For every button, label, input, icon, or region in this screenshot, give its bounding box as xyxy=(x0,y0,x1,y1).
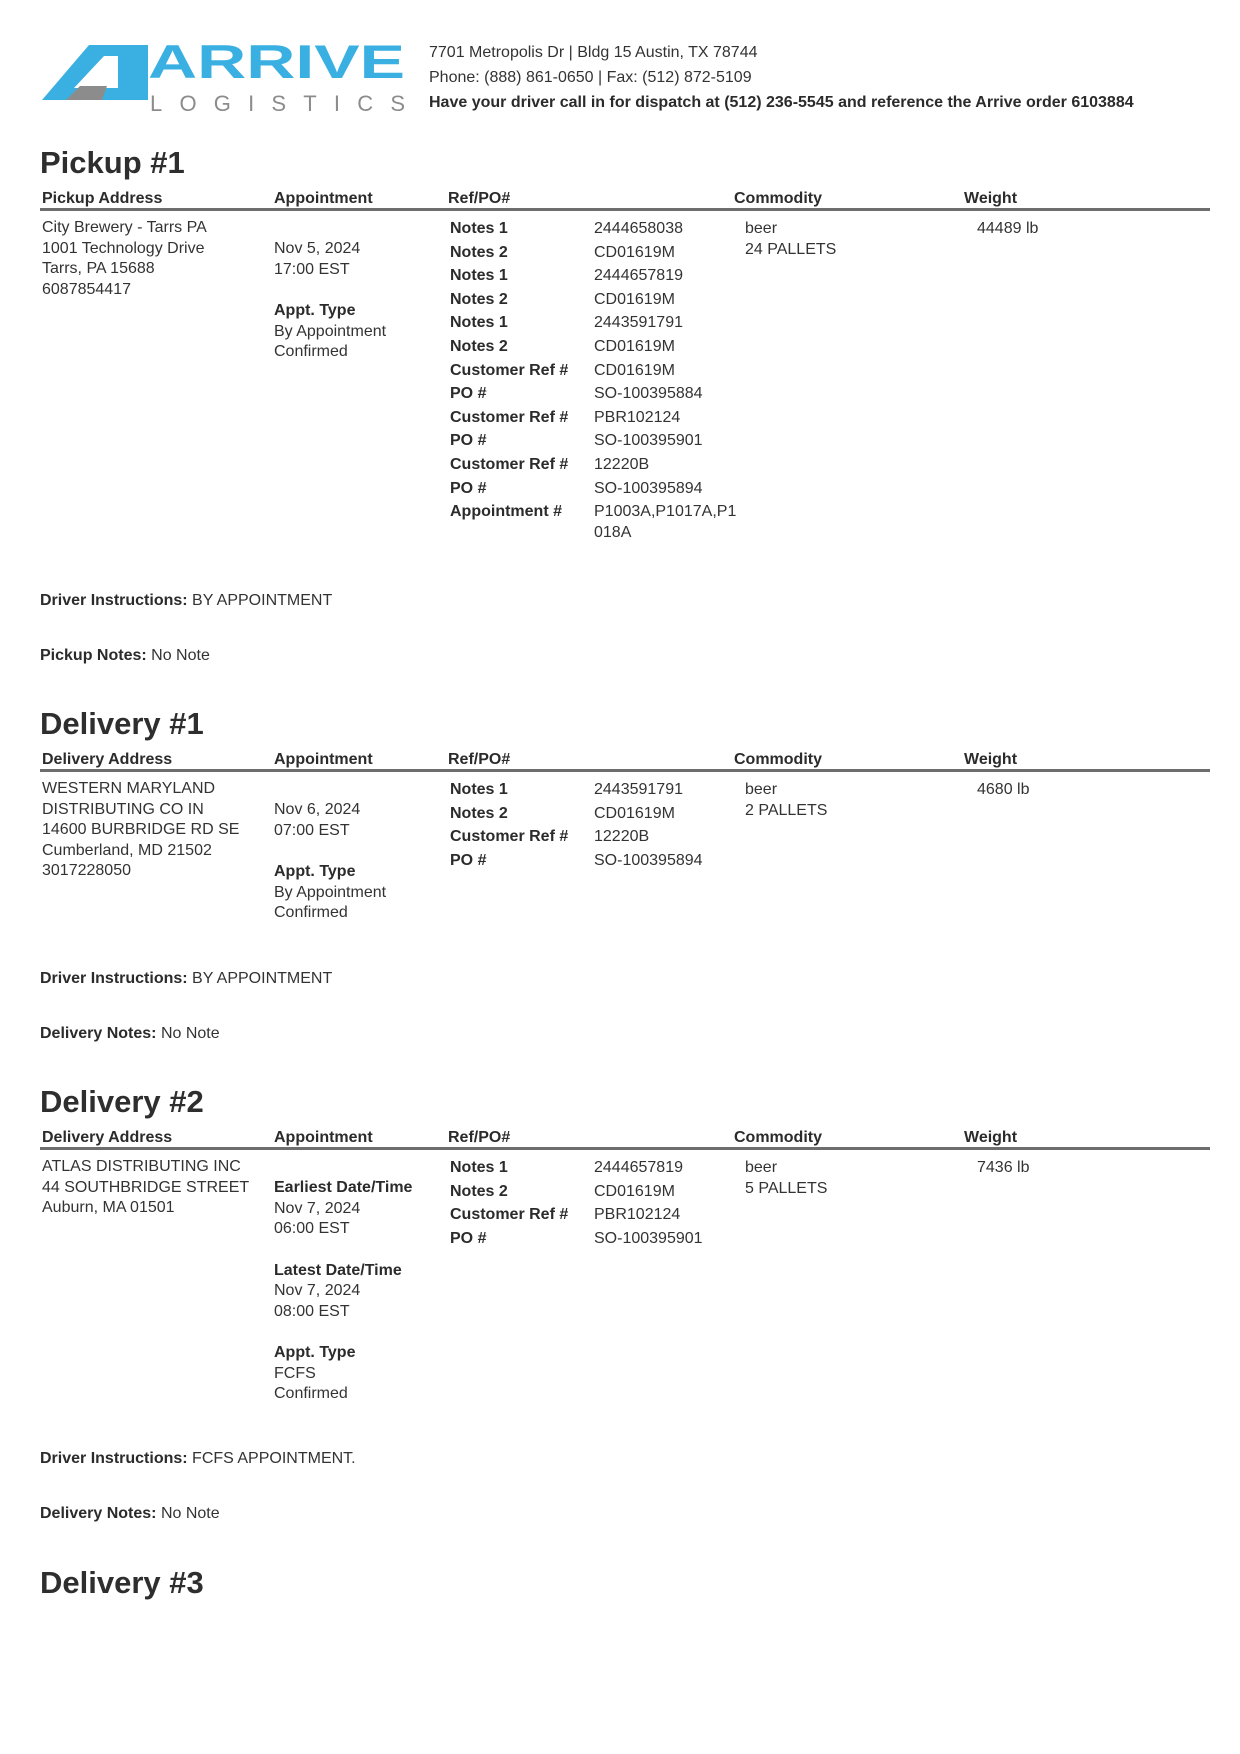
logo-wordmark-bottom: LOGISTICS xyxy=(150,91,405,115)
section-title: Delivery #1 xyxy=(40,706,204,741)
ref-value: 2443591791 xyxy=(594,314,683,332)
table-header xyxy=(40,750,1210,772)
address-line: 1001 Technology Drive xyxy=(42,239,205,257)
ref-label: PO # xyxy=(450,1229,487,1247)
ref-label: Notes 2 xyxy=(450,804,508,822)
ref-row xyxy=(450,361,750,385)
address-line: WESTERN MARYLAND xyxy=(42,780,216,797)
earliest-label: Earliest Date/Time xyxy=(274,1179,413,1196)
ref-label: Notes 1 xyxy=(450,314,508,332)
weight-value: 7436 lb xyxy=(977,1159,1030,1176)
appointment-date: Nov 6, 2024 xyxy=(274,801,361,818)
ref-value: 2444657819 xyxy=(594,267,683,285)
driver-instructions-value: FCFS APPOINTMENT. xyxy=(192,1450,356,1467)
address-line: 44 SOUTHBRIDGE STREET xyxy=(42,1178,250,1196)
ref-row xyxy=(450,1229,750,1253)
ref-label: Customer Ref # xyxy=(450,1206,569,1224)
ref-value: SO-100395894 xyxy=(594,479,703,497)
ref-value: CD01619M xyxy=(594,361,675,379)
pallet-count: 24 PALLETS xyxy=(745,240,837,258)
ref-label: Notes 1 xyxy=(450,220,508,237)
driver-instructions xyxy=(40,1450,356,1468)
ref-label: Notes 1 xyxy=(450,781,508,798)
ref-row xyxy=(450,431,750,455)
ref-po-list xyxy=(450,1158,750,1252)
ref-row xyxy=(450,804,750,828)
header-commodity: Commodity xyxy=(734,190,822,207)
appt-type-label: Appt. Type xyxy=(274,302,356,319)
pallet-count: 5 PALLETS xyxy=(745,1179,828,1197)
header-ref-po: Ref/PO# xyxy=(448,751,511,768)
company-phone: Phone: (888) 861-0650 | Fax: (512) 872-5109 xyxy=(429,69,752,86)
header-ref-po: Ref/PO# xyxy=(448,190,511,207)
ref-label: PO # xyxy=(450,432,487,450)
appointment-time: 17:00 EST xyxy=(274,260,350,278)
header-appointment: Appointment xyxy=(274,1129,373,1146)
ref-value: 12220B xyxy=(594,455,650,473)
ref-row xyxy=(450,851,750,875)
ref-row xyxy=(450,408,750,432)
document-header xyxy=(40,40,1210,120)
header-commodity: Commodity xyxy=(734,1129,822,1146)
appointment-info xyxy=(274,1178,434,1405)
ref-value: CD01619M xyxy=(594,1182,675,1200)
delivery-notes-label: Delivery Notes: xyxy=(40,1025,157,1042)
ref-row xyxy=(450,502,750,543)
appointment-time: 07:00 EST xyxy=(274,821,350,839)
weight-value: 4680 lb xyxy=(977,781,1030,798)
appointment-info xyxy=(274,800,434,924)
commodity-name: beer xyxy=(745,781,778,798)
appt-status: Confirmed xyxy=(274,1385,348,1402)
header-appointment: Appointment xyxy=(274,751,373,768)
appt-status: Confirmed xyxy=(274,343,348,360)
driver-instructions-value: BY APPOINTMENT xyxy=(192,592,333,609)
arrive-logistics-logo xyxy=(40,40,408,115)
ref-label: Notes 2 xyxy=(450,290,508,308)
ref-po-list xyxy=(450,219,750,543)
header-weight: Weight xyxy=(964,1129,1018,1146)
delivery-address xyxy=(42,779,267,882)
ref-label: Notes 2 xyxy=(450,1182,508,1200)
commodity-name: beer xyxy=(745,1159,778,1176)
appt-type-value: By Appointment xyxy=(274,883,387,901)
section-title: Pickup #1 xyxy=(40,145,185,180)
delivery-notes-value: No Note xyxy=(160,1505,220,1522)
appointment-date: Nov 5, 2024 xyxy=(274,240,361,257)
ref-value: P1003A,P1017A,P1018A xyxy=(594,503,737,541)
ref-label: Notes 2 xyxy=(450,243,508,261)
dispatch-instructions: Have your driver call in for dispatch at (512) 236-5545 and reference the Arrive order 6103884 xyxy=(429,94,1134,111)
driver-instructions xyxy=(40,592,332,610)
ref-label: PO # xyxy=(450,851,487,869)
ref-row xyxy=(450,337,750,361)
driver-instructions-label: Driver Instructions: xyxy=(40,970,188,987)
delivery-notes xyxy=(40,1025,220,1043)
header-appointment: Appointment xyxy=(274,190,373,207)
appt-type-label: Appt. Type xyxy=(274,863,356,880)
appt-type-label: Appt. Type xyxy=(274,1344,356,1361)
header-address: Delivery Address xyxy=(42,751,173,768)
section-title: Delivery #3 xyxy=(40,1565,204,1600)
pickup-notes-value: No Note xyxy=(151,647,210,664)
ref-row xyxy=(450,266,750,290)
header-ref-po: Ref/PO# xyxy=(448,1129,511,1146)
ref-value: PBR102124 xyxy=(594,1206,681,1224)
address-line: 14600 BURBRIDGE RD SE xyxy=(42,821,240,838)
ref-value: CD01619M xyxy=(594,804,675,822)
pickup-1-section xyxy=(40,145,1210,665)
ref-label: Notes 2 xyxy=(450,337,508,355)
ref-row xyxy=(450,290,750,314)
delivery-notes xyxy=(40,1505,220,1523)
delivery-1-section xyxy=(40,706,1210,1046)
delivery-notes-value: No Note xyxy=(160,1025,220,1042)
address-line: Cumberland, MD 21502 xyxy=(42,841,212,859)
ref-value: 2443591791 xyxy=(594,781,683,798)
earliest-time: 06:00 EST xyxy=(274,1220,350,1237)
company-address: 7701 Metropolis Dr | Bldg 15 Austin, TX 78744 xyxy=(429,44,758,61)
ref-value: CD01619M xyxy=(594,290,675,308)
ref-row xyxy=(450,313,750,337)
ref-row xyxy=(450,384,750,408)
ref-row xyxy=(450,780,750,804)
appt-status: Confirmed xyxy=(274,904,348,921)
appt-type-value: By Appointment xyxy=(274,322,387,340)
section-title: Delivery #2 xyxy=(40,1084,204,1119)
delivery-address xyxy=(42,1157,267,1219)
header-weight: Weight xyxy=(964,190,1018,207)
commodity-info xyxy=(745,219,945,260)
ref-row xyxy=(450,1158,750,1182)
ref-value: CD01619M xyxy=(594,243,675,261)
table-header xyxy=(40,1128,1210,1150)
ref-value: SO-100395884 xyxy=(594,385,703,403)
ref-label: Customer Ref # xyxy=(450,828,569,846)
ref-row xyxy=(450,827,750,851)
ref-row xyxy=(450,219,750,243)
address-phone: 3017228050 xyxy=(42,862,131,879)
pickup-notes xyxy=(40,647,210,665)
ref-label: Notes 1 xyxy=(450,267,508,285)
address-line: City Brewery - Tarrs PA xyxy=(42,219,207,236)
ref-row xyxy=(450,1205,750,1229)
header-address: Pickup Address xyxy=(42,190,163,207)
appointment-info xyxy=(274,239,434,363)
delivery-2-section xyxy=(40,1084,1210,1529)
header-weight: Weight xyxy=(964,751,1018,768)
ref-row xyxy=(450,243,750,267)
delivery-3-section xyxy=(40,1565,1210,1615)
ref-value: SO-100395901 xyxy=(594,1229,703,1247)
driver-instructions xyxy=(40,970,332,988)
header-address: Delivery Address xyxy=(42,1129,173,1146)
commodity-info xyxy=(745,1158,945,1199)
ref-row xyxy=(450,1182,750,1206)
pickup-notes-label: Pickup Notes: xyxy=(40,647,147,664)
ref-value: CD01619M xyxy=(594,337,675,355)
earliest-date: Nov 7, 2024 xyxy=(274,1199,361,1217)
address-line: DISTRIBUTING CO IN xyxy=(42,800,204,818)
latest-label: Latest Date/Time xyxy=(274,1261,402,1279)
pickup-address xyxy=(42,218,267,300)
address-line: Tarrs, PA 15688 xyxy=(42,260,155,277)
ref-row xyxy=(450,479,750,503)
ref-label: Appointment # xyxy=(450,503,562,521)
ref-po-list xyxy=(450,780,750,874)
delivery-notes-label: Delivery Notes: xyxy=(40,1505,157,1522)
pallet-count: 2 PALLETS xyxy=(745,801,828,819)
driver-instructions-value: BY APPOINTMENT xyxy=(192,970,333,987)
ref-value: 12220B xyxy=(594,828,650,846)
latest-time: 08:00 EST xyxy=(274,1302,350,1320)
address-line: Auburn, MA 01501 xyxy=(42,1199,175,1216)
ref-label: Customer Ref # xyxy=(450,408,569,426)
appt-type-value: FCFS xyxy=(274,1364,316,1382)
weight-value: 44489 lb xyxy=(977,220,1039,237)
latest-date: Nov 7, 2024 xyxy=(274,1282,361,1299)
address-phone: 6087854417 xyxy=(42,280,131,298)
driver-instructions-label: Driver Instructions: xyxy=(40,592,188,609)
ref-label: Customer Ref # xyxy=(450,455,569,473)
logo-wordmark-top: ARRIVE xyxy=(148,40,405,88)
ref-value: SO-100395894 xyxy=(594,851,703,869)
ref-row xyxy=(450,455,750,479)
ref-label: PO # xyxy=(450,479,487,497)
commodity-info xyxy=(745,780,945,821)
ref-label: Customer Ref # xyxy=(450,361,569,379)
ref-value: 2444658038 xyxy=(594,220,683,237)
ref-value: SO-100395901 xyxy=(594,432,703,450)
table-header xyxy=(40,189,1210,211)
driver-instructions-label: Driver Instructions: xyxy=(40,1450,188,1467)
ref-label: Notes 1 xyxy=(450,1159,508,1176)
header-commodity: Commodity xyxy=(734,751,822,768)
ref-value: PBR102124 xyxy=(594,408,681,426)
commodity-name: beer xyxy=(745,220,778,237)
ref-label: PO # xyxy=(450,385,487,403)
ref-value: 2444657819 xyxy=(594,1159,683,1176)
address-line: ATLAS DISTRIBUTING INC xyxy=(42,1158,241,1175)
